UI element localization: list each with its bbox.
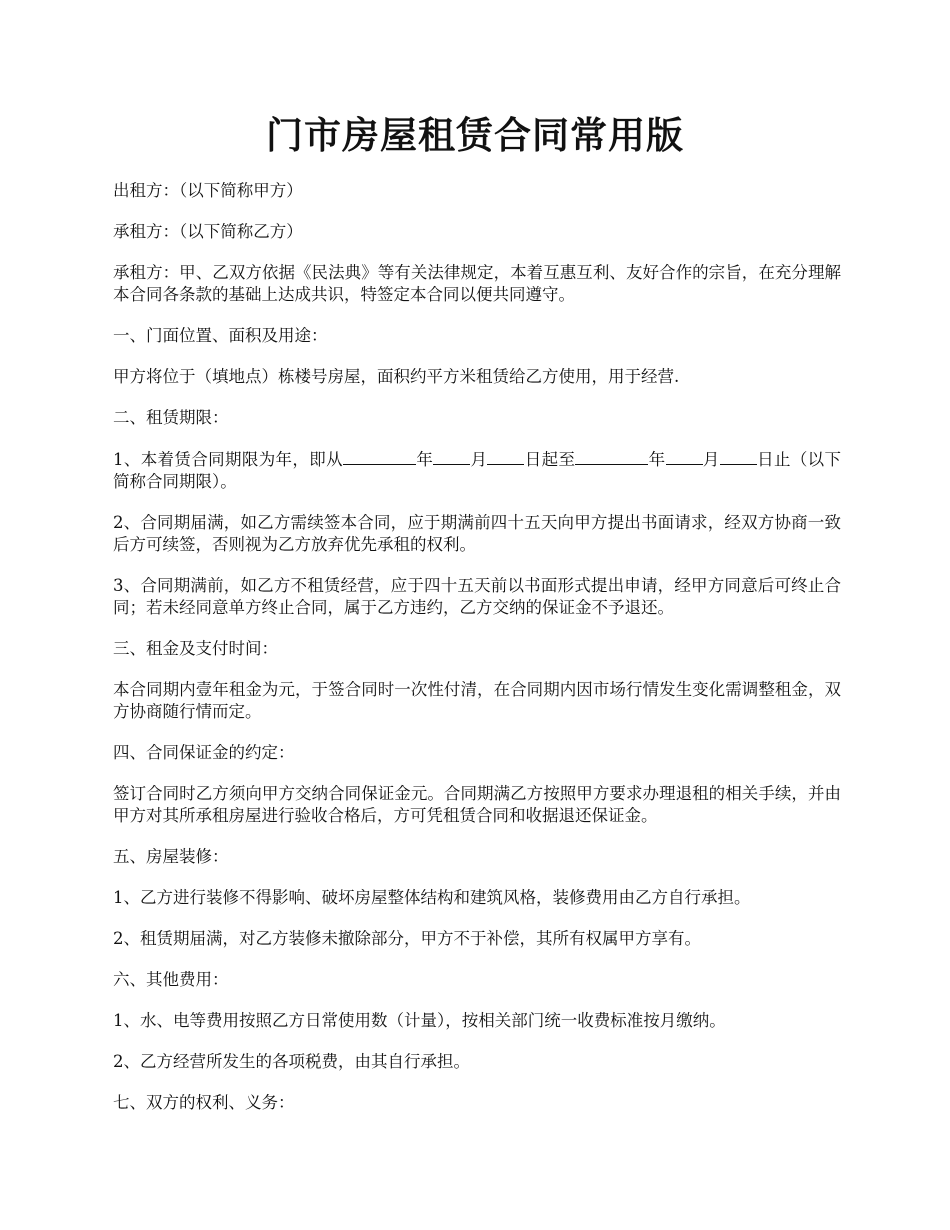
deposit-paragraph: 签订合同时乙方须向甲方交纳合同保证金元。合同期满乙方按照甲方要求办理退租的相关手续，并由甲方对其所承租房屋进行验收合格后，方可凭租赁合同和收据退还保证金。: [113, 784, 841, 825]
renewal-paragraph: 2、合同期届满，如乙方需续签本合同，应于期满前四十五天向甲方提出书面请求，经双方协商一致后方可续签，否则视为乙方放弃优先承租的权利。: [113, 513, 841, 554]
end-year-blank: [575, 448, 648, 465]
fees-paragraph-2: 2、乙方经营所发生的各项税费，由其自行承担。: [113, 1052, 470, 1071]
end-month-blank: [666, 448, 703, 465]
section-heading-5: 五、房屋装修：: [113, 847, 229, 866]
start-day-blank: [487, 448, 524, 465]
document-title: 门市房屋租赁合同常用版: [266, 113, 684, 157]
start-year-blank: [343, 448, 416, 465]
lease-term-text-c: 月: [470, 450, 488, 469]
lease-term-text-a: 1、本着赁合同期限为年，即从: [113, 450, 343, 469]
lessee-line: 承租方：（以下简称乙方）: [113, 222, 303, 241]
section-heading-3: 三、租金及支付时间：: [113, 639, 278, 658]
section-heading-1: 一、门面位置、面积及用途：: [113, 326, 328, 345]
lease-term-text-f: 月: [702, 450, 720, 469]
end-day-blank: [720, 448, 757, 465]
lease-term-text-g: 日止（以下简称合同期限）。: [113, 450, 842, 491]
fees-paragraph-1: 1、水、电等费用按照乙方日常使用数（计量），按相关部门统一收费标准按月缴纳。: [113, 1011, 726, 1030]
start-month-blank: [433, 448, 470, 465]
location-paragraph: 甲方将位于（填地点）栋楼号房屋，面积约平方米租赁给乙方使用，用于经营.: [113, 367, 680, 386]
renovation-paragraph-1: 1、乙方进行装修不得影响、破坏房屋整体结构和建筑风格，装修费用由乙方自行承担。: [113, 888, 751, 907]
section-heading-2: 二、租赁期限：: [113, 408, 229, 427]
lessor-line: 出租方：（以下简称甲方）: [113, 181, 303, 200]
section-heading-7: 七、双方的权利、义务：: [113, 1093, 295, 1112]
preamble-paragraph: 承租方：甲、乙双方依据《民法典》等有关法律规定，本着互惠互利、友好合作的宗旨，在充分理解本合同各条款的基础上达成共识，特签定本合同以便共同遵守。: [113, 263, 841, 304]
document-body: [113, 180, 841, 1133]
lease-term-text-e: 年: [648, 450, 666, 469]
renovation-paragraph-2: 2、租赁期届满，对乙方装修未撤除部分，甲方不于补偿，其所有权属甲方享有。: [113, 929, 701, 948]
rent-paragraph: 本合同期内壹年租金为元，于签合同时一次性付清，在合同期内因市场行情发生变化需调整租金，双方协商随行情而定。: [113, 680, 841, 721]
lease-term-text-b: 年: [415, 450, 434, 469]
termination-paragraph: 3、合同期满前，如乙方不租赁经营，应于四十五天前以书面形式提出申请，经甲方同意后可终止合同；若未经同意单方终止合同，属于乙方违约，乙方交纳的保证金不予退还。: [113, 576, 841, 617]
section-heading-4: 四、合同保证金的约定：: [113, 743, 295, 762]
lease-term-text-d: 日起至: [524, 450, 576, 469]
section-heading-6: 六、其他费用：: [113, 970, 229, 989]
lease-term-paragraph: [113, 448, 841, 493]
